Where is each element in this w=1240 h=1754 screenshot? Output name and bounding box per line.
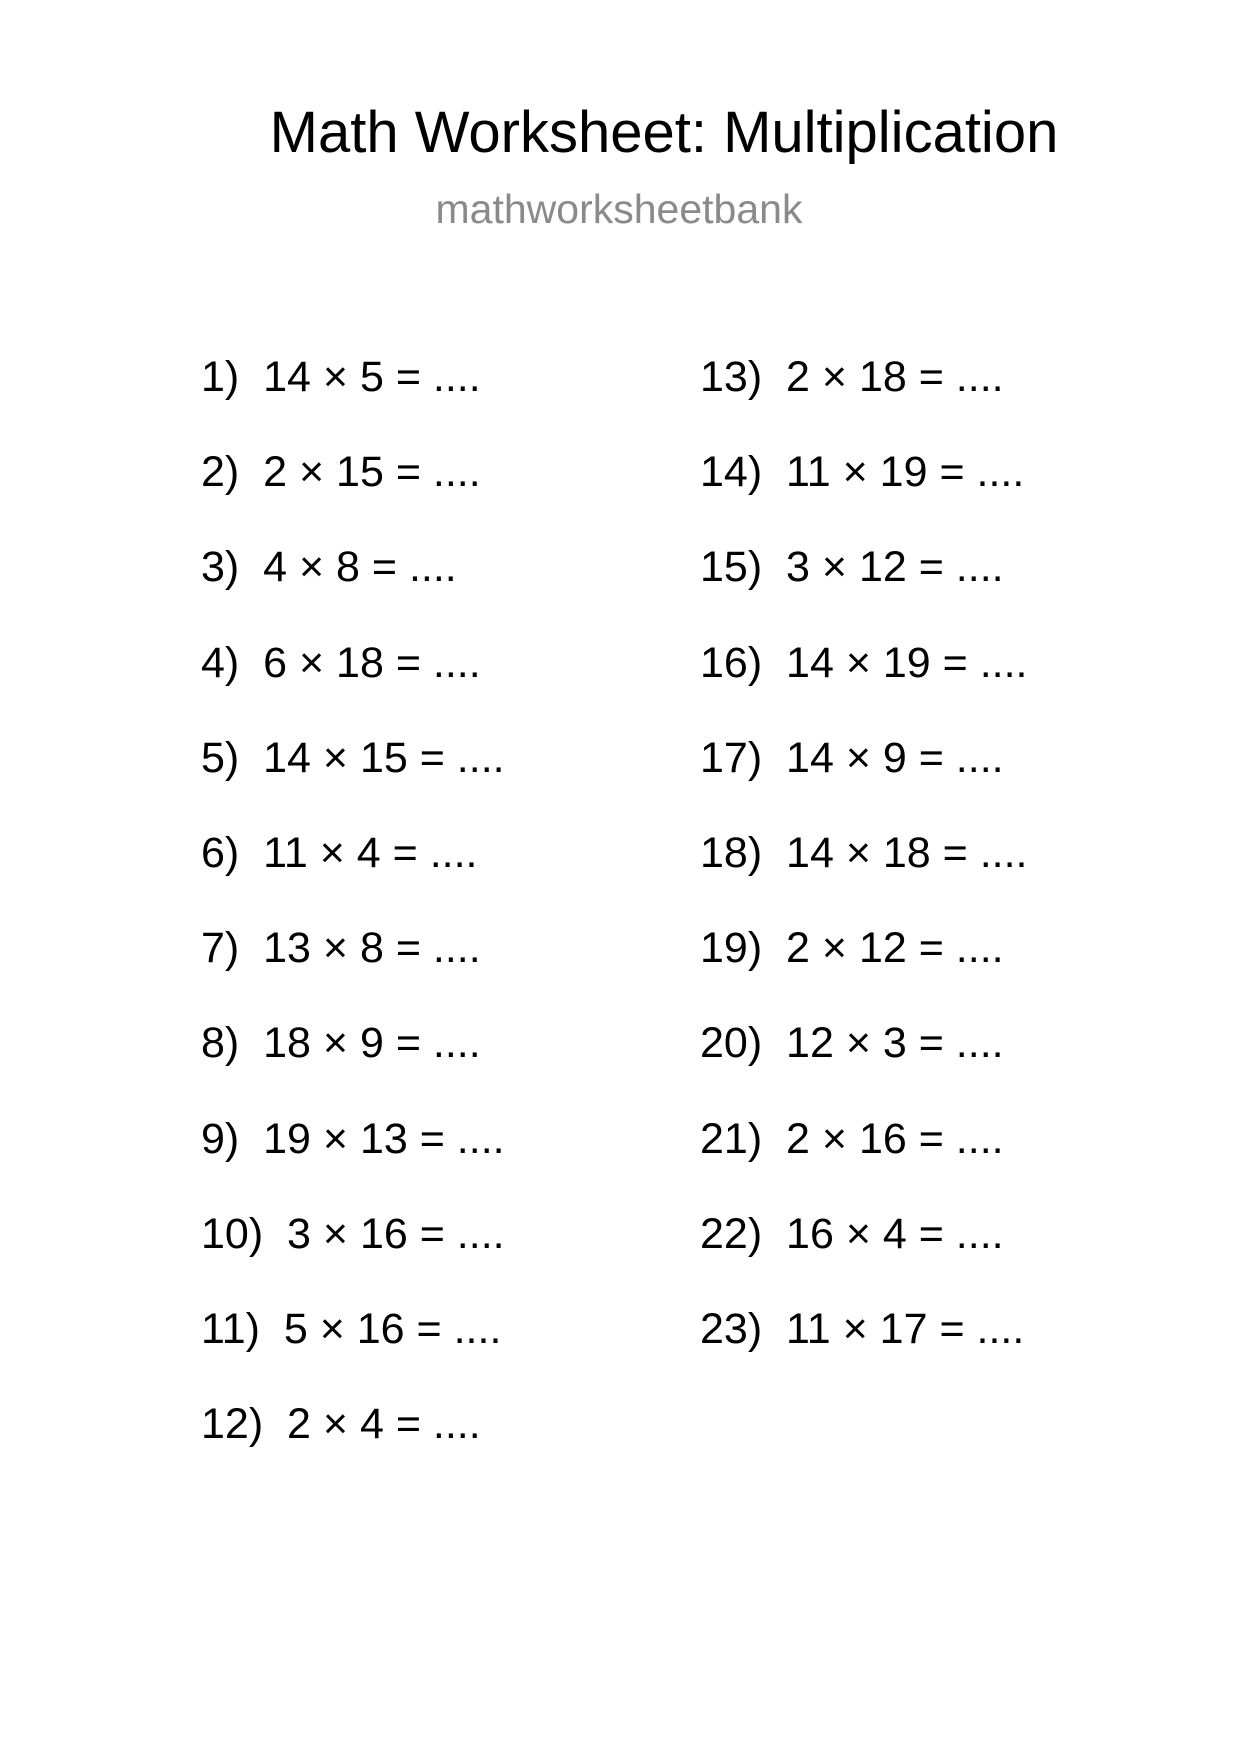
problem-8: 8) 18 × 9 = ....: [201, 1019, 481, 1068]
problem-list-left: [201, 352, 505, 1494]
problem-10: 10) 3 × 16 = ....: [201, 1209, 505, 1258]
page-title: Math Worksheet: Multiplication: [269, 100, 1059, 165]
problem-13: 13) 2 × 18 = ....: [700, 353, 1004, 401]
problem-14: 14) 11 × 19 = ....: [700, 448, 1025, 497]
problem-5: 5) 14 × 15 = ....: [201, 733, 505, 782]
problem-19: 19) 2 × 12 = ....: [700, 924, 1004, 973]
problem-16: 16) 14 × 19 = ....: [700, 638, 1028, 687]
problem-9: 9) 19 × 13 = ....: [201, 1114, 505, 1163]
problem-6: 6) 11 × 4 = ....: [201, 828, 478, 877]
problem-17: 17) 14 × 9 = ....: [700, 733, 1004, 782]
worksheet-source: mathworksheetbank: [435, 186, 803, 232]
problem-12: 12) 2 × 4 = ....: [201, 1400, 481, 1449]
problem-7: 7) 13 × 8 = ....: [201, 924, 481, 973]
problem-1: 1) 14 × 5 = ....: [201, 353, 481, 401]
problem-4: 4) 6 × 18 = ....: [201, 638, 481, 687]
problem-3: 3) 4 × 8 = ....: [201, 543, 457, 592]
problem-list-right: [700, 352, 1028, 1399]
problem-11: 11) 5 × 16 = ....: [201, 1304, 502, 1353]
problem-18: 18) 14 × 18 = ....: [700, 828, 1028, 877]
problem-22: 22) 16 × 4 = ....: [700, 1209, 1004, 1258]
problem-2: 2) 2 × 15 = ....: [201, 448, 481, 497]
problem-21: 21) 2 × 16 = ....: [700, 1114, 1004, 1163]
problem-20: 20) 12 × 3 = ....: [700, 1019, 1004, 1068]
problem-23: 23) 11 × 17 = ....: [700, 1304, 1025, 1353]
problem-15: 15) 3 × 12 = ....: [700, 543, 1004, 592]
